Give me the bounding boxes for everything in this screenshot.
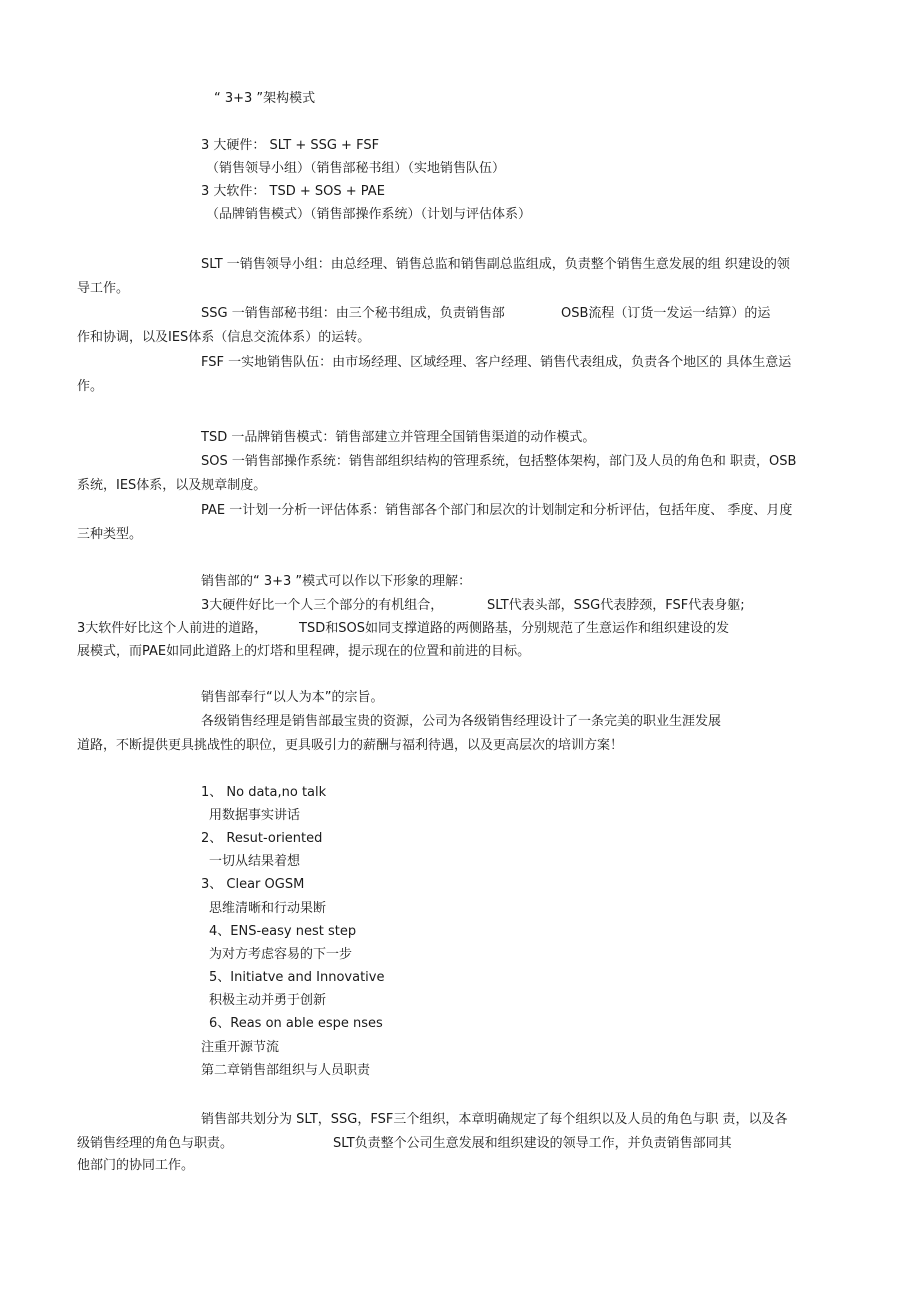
principle-6-en: 6、Reas on able espe nses xyxy=(209,1016,383,1031)
principle-6-cn: 注重开源节流 xyxy=(201,1040,280,1055)
model-line-2b: TSD和SOS如同支撑道路的两侧路基，分别规范了生意运作和组织建设的发 xyxy=(299,621,729,636)
sos-paragraph-line-1: SOS 一销售部操作系统：销售部组织结构的管理系统，包括整体架构，部门及人员的角色和 职责，OSB xyxy=(201,454,797,469)
principle-1-en: 1、 No data,no talk xyxy=(201,785,327,800)
slt-paragraph-line-1: SLT 一销售领导小组：由总经理、销售总监和销售副总监组成，负责整个销售生意发展的组 织建设的领 xyxy=(201,257,790,272)
ssg-paragraph-line-1a: SSG 一销售部秘书组：由三个秘书组成，负责销售部 xyxy=(201,306,505,321)
pae-paragraph-line-2: 三种类型。 xyxy=(77,527,143,542)
sos-paragraph-line-2: 系统，IES体系，以及规章制度。 xyxy=(77,478,267,493)
principle-5-en: 5、Initiatve and Innovative xyxy=(209,970,385,985)
org-paragraph-line-2b: SLT负责整个公司生意发展和组织建设的领导工作，并负责销售部同其 xyxy=(333,1136,732,1151)
model-line-3: 展模式，而PAE如同此道路上的灯塔和里程碑，提示现在的位置和前进的目标。 xyxy=(77,644,531,659)
fsf-paragraph-line-1: FSF 一实地销售队伍：由市场经理、区域经理、客户经理、销售代表组成，负责各个地区的 具体生意运 xyxy=(201,355,792,370)
principle-2-en: 2、 Resut-oriented xyxy=(201,831,323,846)
software-line: 3 大软件： TSD + SOS + PAE xyxy=(201,184,385,199)
principle-2-cn: 一切从结果着想 xyxy=(209,854,301,869)
ssg-paragraph-line-1b: OSB流程（订货一发运一结算）的运 xyxy=(561,306,771,321)
ssg-paragraph-line-2: 作和协调，以及IES体系（信息交流体系）的运转。 xyxy=(77,330,371,345)
software-desc: （品牌销售模式）（销售部操作系统）（计划与评估体系） xyxy=(206,207,532,222)
slt-paragraph-line-2: 导工作。 xyxy=(77,281,130,296)
model-intro: 销售部的“ 3+3 ”模式可以作以下形象的理解： xyxy=(201,574,472,589)
principle-1-cn: 用数据事实讲话 xyxy=(209,808,301,823)
model-line-1b: SLT代表头部，SSG代表脖颈，FSF代表身躯; xyxy=(487,598,745,613)
tenet-line-1: 各级销售经理是销售部最宝贵的资源，公司为各级销售经理设计了一条完美的职业生涯发展 xyxy=(201,714,722,729)
chapter-heading: 第二章销售部组织与人员职责 xyxy=(201,1063,371,1078)
hardware-desc: （销售领导小组）（销售部秘书组）（实地销售队伍） xyxy=(206,161,506,176)
tenet-heading: 销售部奉行“以人为本”的宗旨。 xyxy=(201,690,384,705)
principle-4-en: 4、ENS-easy nest step xyxy=(209,924,357,939)
model-line-2a: 3大软件好比这个人前进的道路， xyxy=(77,621,268,636)
principle-3-cn: 思维清晰和行动果断 xyxy=(209,901,327,916)
fsf-paragraph-line-2: 作。 xyxy=(77,379,104,394)
principle-5-cn: 积极主动并勇于创新 xyxy=(209,993,327,1008)
doc-title: “ 3+3 ”架构模式 xyxy=(214,91,316,106)
model-line-1a: 3大硬件好比一个人三个部分的有机组合， xyxy=(201,598,444,613)
org-paragraph-line-2a: 级销售经理的角色与职责。 xyxy=(77,1136,234,1151)
org-paragraph-line-3: 他部门的协同工作。 xyxy=(77,1158,195,1173)
hardware-line: 3 大硬件： SLT + SSG + FSF xyxy=(201,138,380,153)
principle-4-cn: 为对方考虑容易的下一步 xyxy=(209,947,353,962)
principle-3-en: 3、 Clear OGSM xyxy=(201,877,305,892)
org-paragraph-line-1: 销售部共划分为 SLT，SSG，FSF三个组织，本章明确规定了每个组织以及人员的角色与职 责，以及各 xyxy=(201,1112,788,1127)
tsd-paragraph: TSD 一品牌销售模式：销售部建立并管理全国销售渠道的动作模式。 xyxy=(201,430,596,445)
pae-paragraph-line-1: PAE 一计划一分析一评估体系：销售部各个部门和层次的计划制定和分析评估，包括年度、 季度、月度 xyxy=(201,503,793,518)
tenet-line-2: 道路，不断提供更具挑战性的职位，更具吸引力的薪酬与福利待遇，以及更高层次的培训方案！ xyxy=(77,738,624,753)
